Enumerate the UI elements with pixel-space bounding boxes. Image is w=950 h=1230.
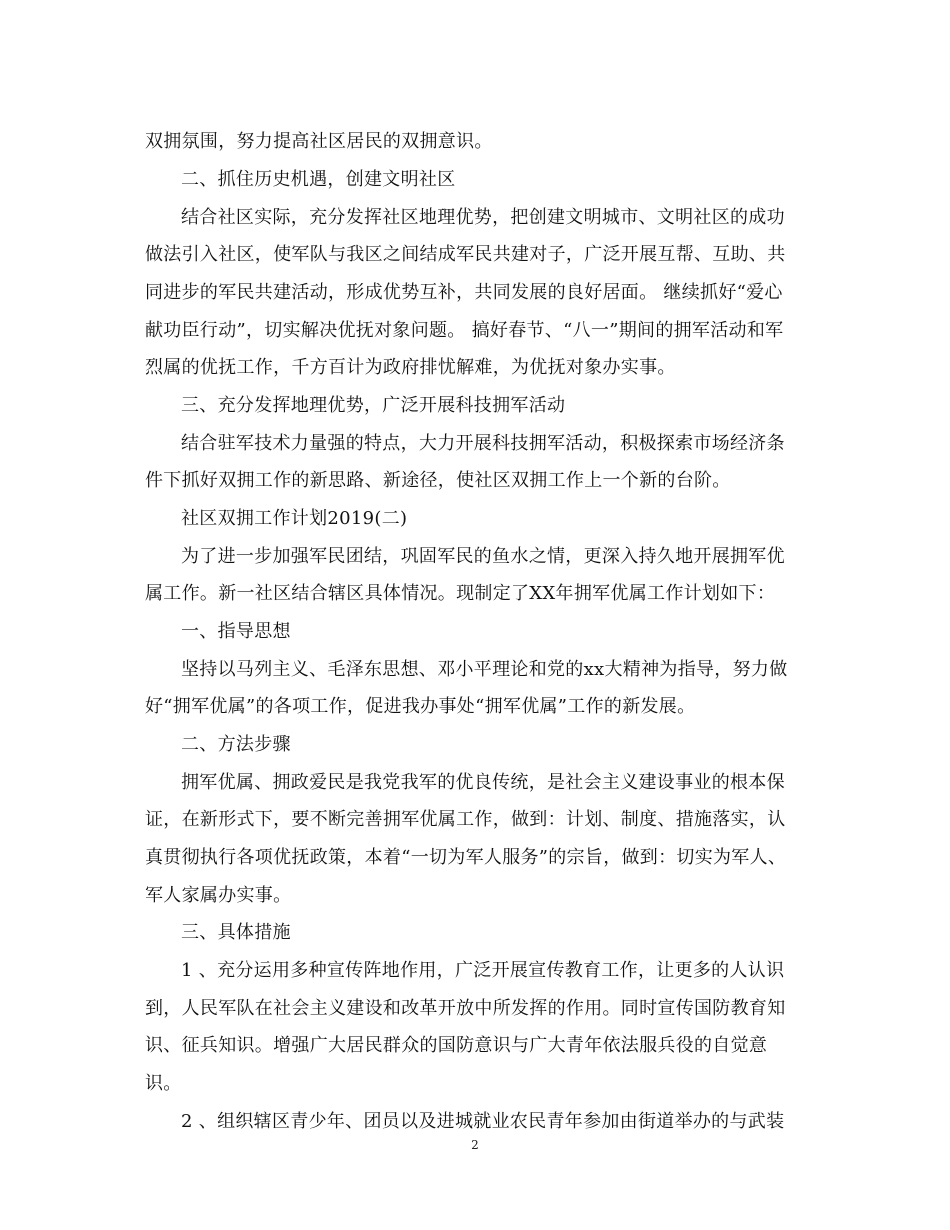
paragraph-line: 双拥氛围，努力提高社区居民的双拥意识。 <box>145 131 493 152</box>
paragraph-line: 到，人民军队在社会主义建设和改革开放中所发挥的作用。同时宣传国防教育知 <box>145 998 786 1019</box>
paragraph-line: 1 、充分运用多种宣传阵地作用，广泛开展宣传教育工作，让更多的人认识 <box>181 960 785 981</box>
paragraph-line: 拥军优属、拥政爱民是我党我军的优良传统，是社会主义建设事业的根本保 <box>181 772 785 793</box>
paragraph-line: 献功臣行动”，切实解决优抚对象问题。 搞好春节、“八一”期间的拥军活动和军 <box>145 320 784 341</box>
paragraph-line: 同进步的军民共建活动，形成优势互补，共同发展的良好居面。 继续抓好“爱心 <box>145 282 783 303</box>
paragraph-line: 结合驻军技术力量强的特点，大力开展科技拥军活动，积极探索市场经济条 <box>181 433 785 454</box>
paragraph-line: 件下抓好双拥工作的新思路、新途径，使社区双拥工作上一个新的台阶。 <box>145 470 731 491</box>
paragraph-line: 军人家属办实事。 <box>145 885 292 906</box>
paragraph-line: 烈属的优抚工作，千方百计为政府排忧解难，为优抚对象办实事。 <box>145 357 676 378</box>
paragraph-line: 做法引入社区，使军队与我区之间结成军民共建对子，广泛开展互帮、互助、共 <box>145 244 786 265</box>
section-heading: 一、指导思想 <box>181 621 291 642</box>
page-number: 2 <box>471 1138 479 1152</box>
paragraph-line: 为了进一步加强军民团结，巩固军民的鱼水之情，更深入持久地开展拥军优 <box>181 546 785 567</box>
paragraph-line: 坚持以马列主义、毛泽东思想、邓小平理论和党的xx大精神为指导，努力做 <box>181 659 788 680</box>
section-heading: 二、抓住历史机遇，创建文明社区 <box>181 169 456 190</box>
section-heading: 三、具体措施 <box>181 922 291 943</box>
section-heading: 二、方法步骤 <box>181 734 291 755</box>
paragraph-line: 2 、组织辖区青少年、团员以及进城就业农民青年参加由街道举办的与武装 <box>181 1111 785 1132</box>
paragraph-line: 结合社区实际，充分发挥社区地理优势，把创建文明城市、文明社区的成功 <box>181 207 785 228</box>
document-subtitle: 社区双拥工作计划2019(二) <box>181 508 408 529</box>
paragraph-line: 属工作。新一社区结合辖区具体情况。现制定了XX年拥军优属工作计划如下： <box>145 583 776 604</box>
paragraph-line: 识、征兵知识。增强广大居民群众的国防意识与广大青年依法服兵役的自觉意 <box>145 1035 768 1056</box>
paragraph-line: 真贯彻执行各项优抚政策，本着“一切为军人服务”的宗旨，做到：切实为军人、 <box>145 847 787 868</box>
paragraph-line: 证，在新形式下，要不断完善拥军优属工作，做到：计划、制度、措施落实，认 <box>145 809 786 830</box>
paragraph-line: 识。 <box>145 1073 182 1094</box>
section-heading: 三、充分发挥地理优势，广泛开展科技拥军活动 <box>181 395 566 416</box>
paragraph-line: 好“拥军优属”的各项工作，促进我办事处“拥军优属”工作的新发展。 <box>145 696 696 717</box>
